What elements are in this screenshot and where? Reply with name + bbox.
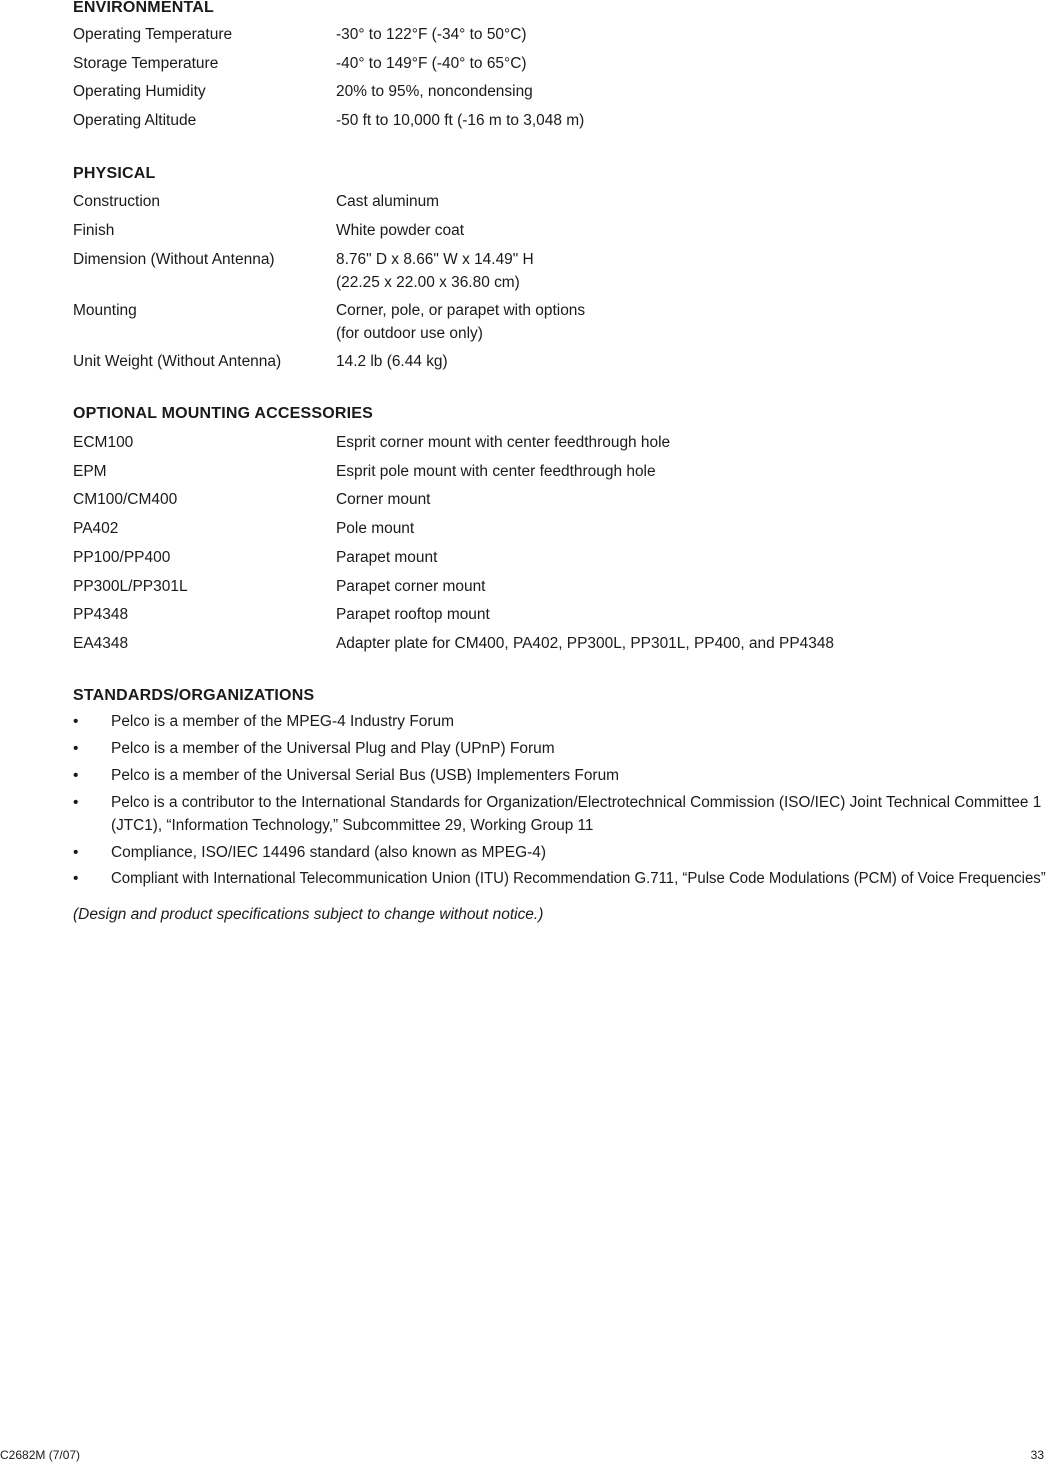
spec-row	[73, 632, 1048, 655]
spec-value: Esprit pole mount with center feedthrough hole	[336, 463, 656, 480]
bullet-icon: •	[73, 844, 79, 861]
spec-value: Parapet mount	[336, 549, 438, 566]
list-item-text: Pelco is a member of the Universal Serial Bus (USB) Implementers Forum	[111, 767, 620, 784]
list-item-line: (JTC1), “Information Technology,” Subcommittee 29, Working Group 11	[111, 817, 594, 834]
spec-row	[73, 248, 1048, 294]
spec-value: Adapter plate for CM400, PA402, PP300L, PP301L, PP400, and PP4348	[336, 635, 835, 652]
spec-value: -50 ft to 10,000 ft (-16 m to 3,048 m)	[336, 112, 585, 129]
spec-value: Pole mount	[336, 520, 415, 537]
spec-label: EA4348	[73, 635, 129, 652]
spec-row	[73, 460, 1048, 483]
spec-value: Cast aluminum	[336, 193, 440, 210]
spec-label: Mounting	[73, 302, 137, 319]
spec-label: EPM	[73, 463, 107, 480]
spec-label: Construction	[73, 193, 161, 210]
environmental-section	[73, 0, 1048, 132]
spec-value: -30° to 122°F (-34° to 50°C)	[336, 26, 527, 43]
page-number: 33	[1030, 1448, 1044, 1462]
spec-value-line: Corner, pole, or parapet with options	[336, 302, 586, 319]
section-title: PHYSICAL	[73, 165, 156, 182]
spec-value	[336, 299, 1046, 345]
bullet-icon: •	[73, 870, 79, 887]
spec-row	[73, 80, 1048, 103]
spec-value-line: (22.25 x 22.00 x 36.80 cm)	[336, 274, 520, 291]
spec-value: White powder coat	[336, 222, 464, 239]
document-code: C2682M (7/07)	[0, 1448, 81, 1462]
bullet-icon: •	[73, 794, 79, 811]
accessories-section	[73, 404, 1048, 655]
spec-row	[73, 488, 1048, 511]
list-item-text: Compliance, ISO/IEC 14496 standard (also known as MPEG-4)	[111, 844, 547, 861]
spec-label: PP4348	[73, 606, 129, 623]
section-title: OPTIONAL MOUNTING ACCESSORIES	[73, 405, 374, 422]
list-item	[73, 737, 1048, 760]
spec-value-line: (for outdoor use only)	[336, 325, 483, 342]
spec-row	[73, 23, 1048, 46]
spec-row	[73, 109, 1048, 132]
spec-label: PP100/PP400	[73, 549, 171, 566]
list-item-line: Pelco is a contributor to the International Standards for Organization/Electrotechnical Commission (ISO/IEC) Joint Technical Committee 1	[111, 794, 1042, 811]
spec-row	[73, 219, 1048, 242]
spec-row	[73, 190, 1048, 213]
spec-label: Storage Temperature	[73, 55, 219, 72]
spec-row	[73, 546, 1048, 569]
spec-value: 14.2 lb (6.44 kg)	[336, 353, 448, 370]
spec-value: Parapet corner mount	[336, 578, 486, 595]
spec-value-line: 8.76" D x 8.66" W x 14.49" H	[336, 251, 534, 268]
spec-label: PA402	[73, 520, 119, 537]
physical-section	[73, 164, 1048, 373]
list-item	[73, 710, 1048, 733]
list-item	[73, 791, 1048, 837]
list-item	[73, 867, 1048, 890]
bullet-icon: •	[73, 740, 79, 757]
bullet-icon: •	[73, 767, 79, 784]
list-item-text: Pelco is a member of the MPEG-4 Industry Forum	[111, 713, 455, 730]
standards-list	[73, 710, 1048, 890]
spec-value: 20% to 95%, noncondensing	[336, 83, 533, 100]
spec-label: Operating Temperature	[73, 26, 233, 43]
disclaimer-note: (Design and product specifications subject to change without notice.)	[73, 906, 544, 923]
spec-label: CM100/CM400	[73, 491, 178, 508]
list-item-text: Pelco is a member of the Universal Plug and Play (UPnP) Forum	[111, 740, 555, 757]
spec-label: Finish	[73, 222, 115, 239]
spec-row	[73, 517, 1048, 540]
spec-value: Esprit corner mount with center feedthrough hole	[336, 434, 671, 451]
spec-label: Dimension (Without Antenna)	[73, 251, 275, 268]
spec-row	[73, 431, 1048, 454]
spec-label: ECM100	[73, 434, 134, 451]
list-item	[73, 841, 1048, 864]
spec-row	[73, 575, 1048, 598]
list-item	[73, 764, 1048, 787]
spec-row	[73, 603, 1048, 626]
list-item-text	[111, 791, 1046, 837]
section-title: ENVIRONMENTAL	[73, 0, 214, 16]
spec-label: Operating Humidity	[73, 83, 206, 100]
spec-value	[336, 248, 1046, 294]
spec-label: Operating Altitude	[73, 112, 197, 129]
list-item-text: Compliant with International Telecommunication Union (ITU) Recommendation G.711, “Pulse Code Modulations (PCM) of Voice Frequencies”	[111, 870, 1046, 887]
spec-value: Corner mount	[336, 491, 431, 508]
spec-value: Parapet rooftop mount	[336, 606, 490, 623]
spec-value: -40° to 149°F (-40° to 65°C)	[336, 55, 527, 72]
standards-section	[73, 686, 1048, 926]
spec-row	[73, 52, 1048, 75]
spec-label: PP300L/PP301L	[73, 578, 188, 595]
spec-label: Unit Weight (Without Antenna)	[73, 353, 282, 370]
bullet-icon: •	[73, 713, 79, 730]
section-title: STANDARDS/ORGANIZATIONS	[73, 687, 315, 704]
spec-row	[73, 350, 1048, 373]
spec-row	[73, 299, 1048, 345]
